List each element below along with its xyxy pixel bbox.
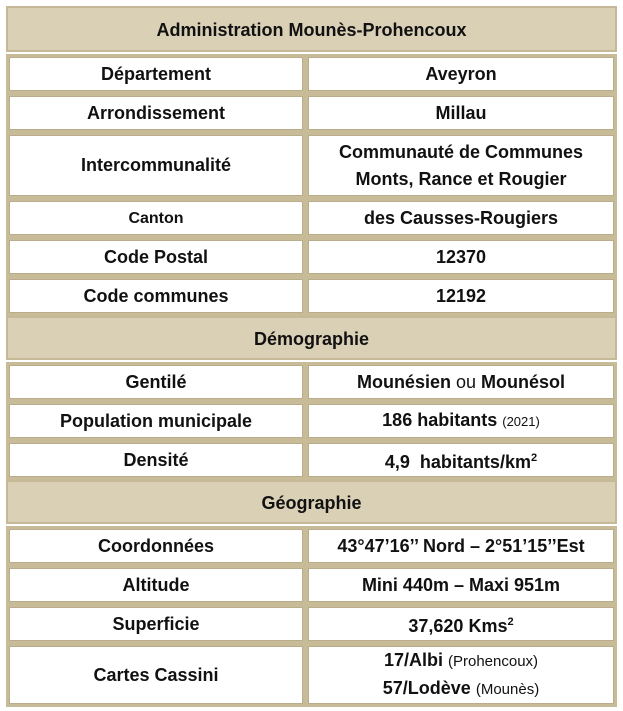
gentile-label: Gentilé [125,371,187,392]
table-row-densite [6,440,617,480]
departement-label: Département [100,63,212,84]
table-row-superficie [6,604,617,644]
code-postal-label-cell [9,240,303,274]
code-communes-label: Code communes [83,285,229,306]
population-value-cell [308,404,614,438]
canton-label: Canton [128,209,184,227]
densite-number: 4,9 habitants/km [384,451,531,472]
population-value [382,407,540,435]
table-row-cartes-cassini [6,643,617,707]
canton-value-cell [308,201,614,235]
population-label-cell [9,404,303,438]
departement-label-cell [9,57,303,91]
table-row-code-postal [6,237,617,277]
table-row-arrondissement [6,93,617,133]
superficie-number: 37,620 Kms [408,615,508,636]
densite-value [385,445,537,476]
table-row-altitude [6,565,617,605]
superficie-label: Superficie [112,613,200,634]
gentile-label-cell [9,365,303,399]
canton-label-cell [9,201,303,235]
altitude-label: Altitude [122,574,190,595]
cartes-cassini-label-cell [9,646,303,704]
intercommunalite-value-cell [308,135,614,196]
superficie-exponent: 2 [507,615,514,628]
cassini-line1-note: (Prohencoux) [448,653,539,670]
table-row-intercommunalite [6,132,617,199]
cassini-line2-note: (Mounès) [475,681,540,698]
code-postal-label: Code Postal [103,246,209,267]
arrondissement-label: Arrondissement [86,102,226,123]
departement-value: Aveyron [425,63,497,84]
table-row-departement [6,54,617,94]
cassini-line2-value: 57/Lodève [382,678,471,698]
table-title: Administration Mounès-Prohencoux [156,19,467,40]
arrondissement-value-cell [308,96,614,130]
geographie-section-header [6,480,617,524]
cassini-line1 [384,647,538,675]
cassini-line2 [383,675,539,703]
demographie-section-header [6,316,617,360]
intercommunalite-value-line1: Communauté de Communes [338,141,584,162]
geographie-heading: Géographie [261,492,362,513]
arrondissement-label-cell [9,96,303,130]
table-row-code-communes [6,276,617,316]
coordonnees-value-cell [308,529,614,563]
population-year: (2021) [502,414,540,429]
table-row-canton [6,198,617,238]
intercommunalite-label: Intercommunalité [80,155,232,175]
gentile-value-b: Mounésol [481,371,566,392]
superficie-label-cell [9,607,303,641]
intercommunalite-label-cell [9,135,303,196]
densite-value-cell [308,443,614,477]
demographie-heading: Démographie [253,328,370,349]
densite-label: Densité [123,449,189,470]
altitude-label-cell [9,568,303,602]
intercommunalite-value-line2: Monts, Rance et Rougier [355,168,567,189]
gentile-value [357,369,565,396]
code-communes-value-cell [308,279,614,313]
altitude-value-cell [308,568,614,602]
canton-value: des Causses-Rougiers [363,207,559,228]
arrondissement-value: Millau [435,102,487,123]
table-row-gentile [6,362,617,402]
cartes-cassini-value-cell [308,646,614,704]
densite-exponent: 2 [530,451,538,464]
population-label: Population municipale [59,410,252,431]
departement-value-cell [308,57,614,91]
code-postal-value-cell [308,240,614,274]
superficie-value [408,609,513,640]
population-count: 186 habitants [382,410,498,430]
altitude-value: Mini 440m – Maxi 951m [361,574,561,595]
superficie-value-cell [308,607,614,641]
densite-label-cell [9,443,303,477]
coordonnees-label-cell [9,529,303,563]
gentile-value-cell [308,365,614,399]
gentile-value-a: Mounésien [356,371,451,392]
table-title-header [6,6,617,52]
code-communes-value: 12192 [435,285,487,306]
coordonnees-label: Coordonnées [97,535,214,556]
code-communes-label-cell [9,279,303,313]
gentile-connector: ou [455,371,477,392]
cartes-cassini-label: Cartes Cassini [93,664,219,685]
cassini-line1-value: 17/Albi [383,650,443,670]
code-postal-value: 12370 [435,246,487,267]
coordonnees-value: 43°47’16’’ Nord – 2°51’15’’Est [337,535,585,556]
table-row-population [6,401,617,441]
table-row-coordonnees [6,526,617,566]
